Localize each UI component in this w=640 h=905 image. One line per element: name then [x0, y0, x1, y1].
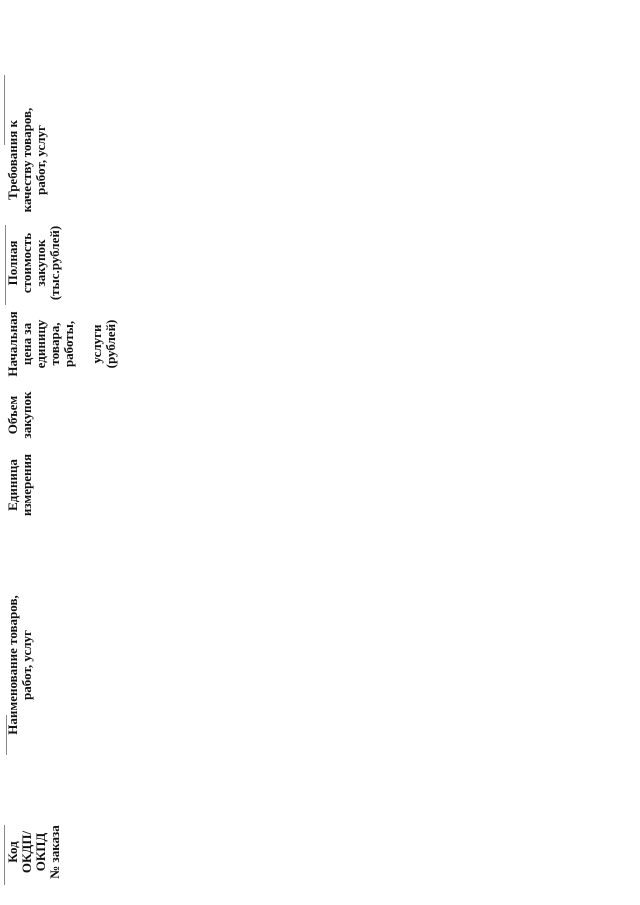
header-price: Начальная цена за единицу товара, работы, услуги (рублей) [5, 311, 118, 377]
header-requirements: Требования к качеству товаров, работ, услуг [5, 107, 48, 213]
header-volume: Объем закупок [5, 391, 34, 439]
header-code: Код ОКДП/ ОКПД № заказа [5, 825, 62, 879]
header-total: Полная стоимость закупок (тыс.рублей) [5, 225, 62, 301]
header-name: Наименование товаров, работ, услуг [5, 595, 34, 735]
header-unit: Единица измерения [5, 453, 34, 517]
